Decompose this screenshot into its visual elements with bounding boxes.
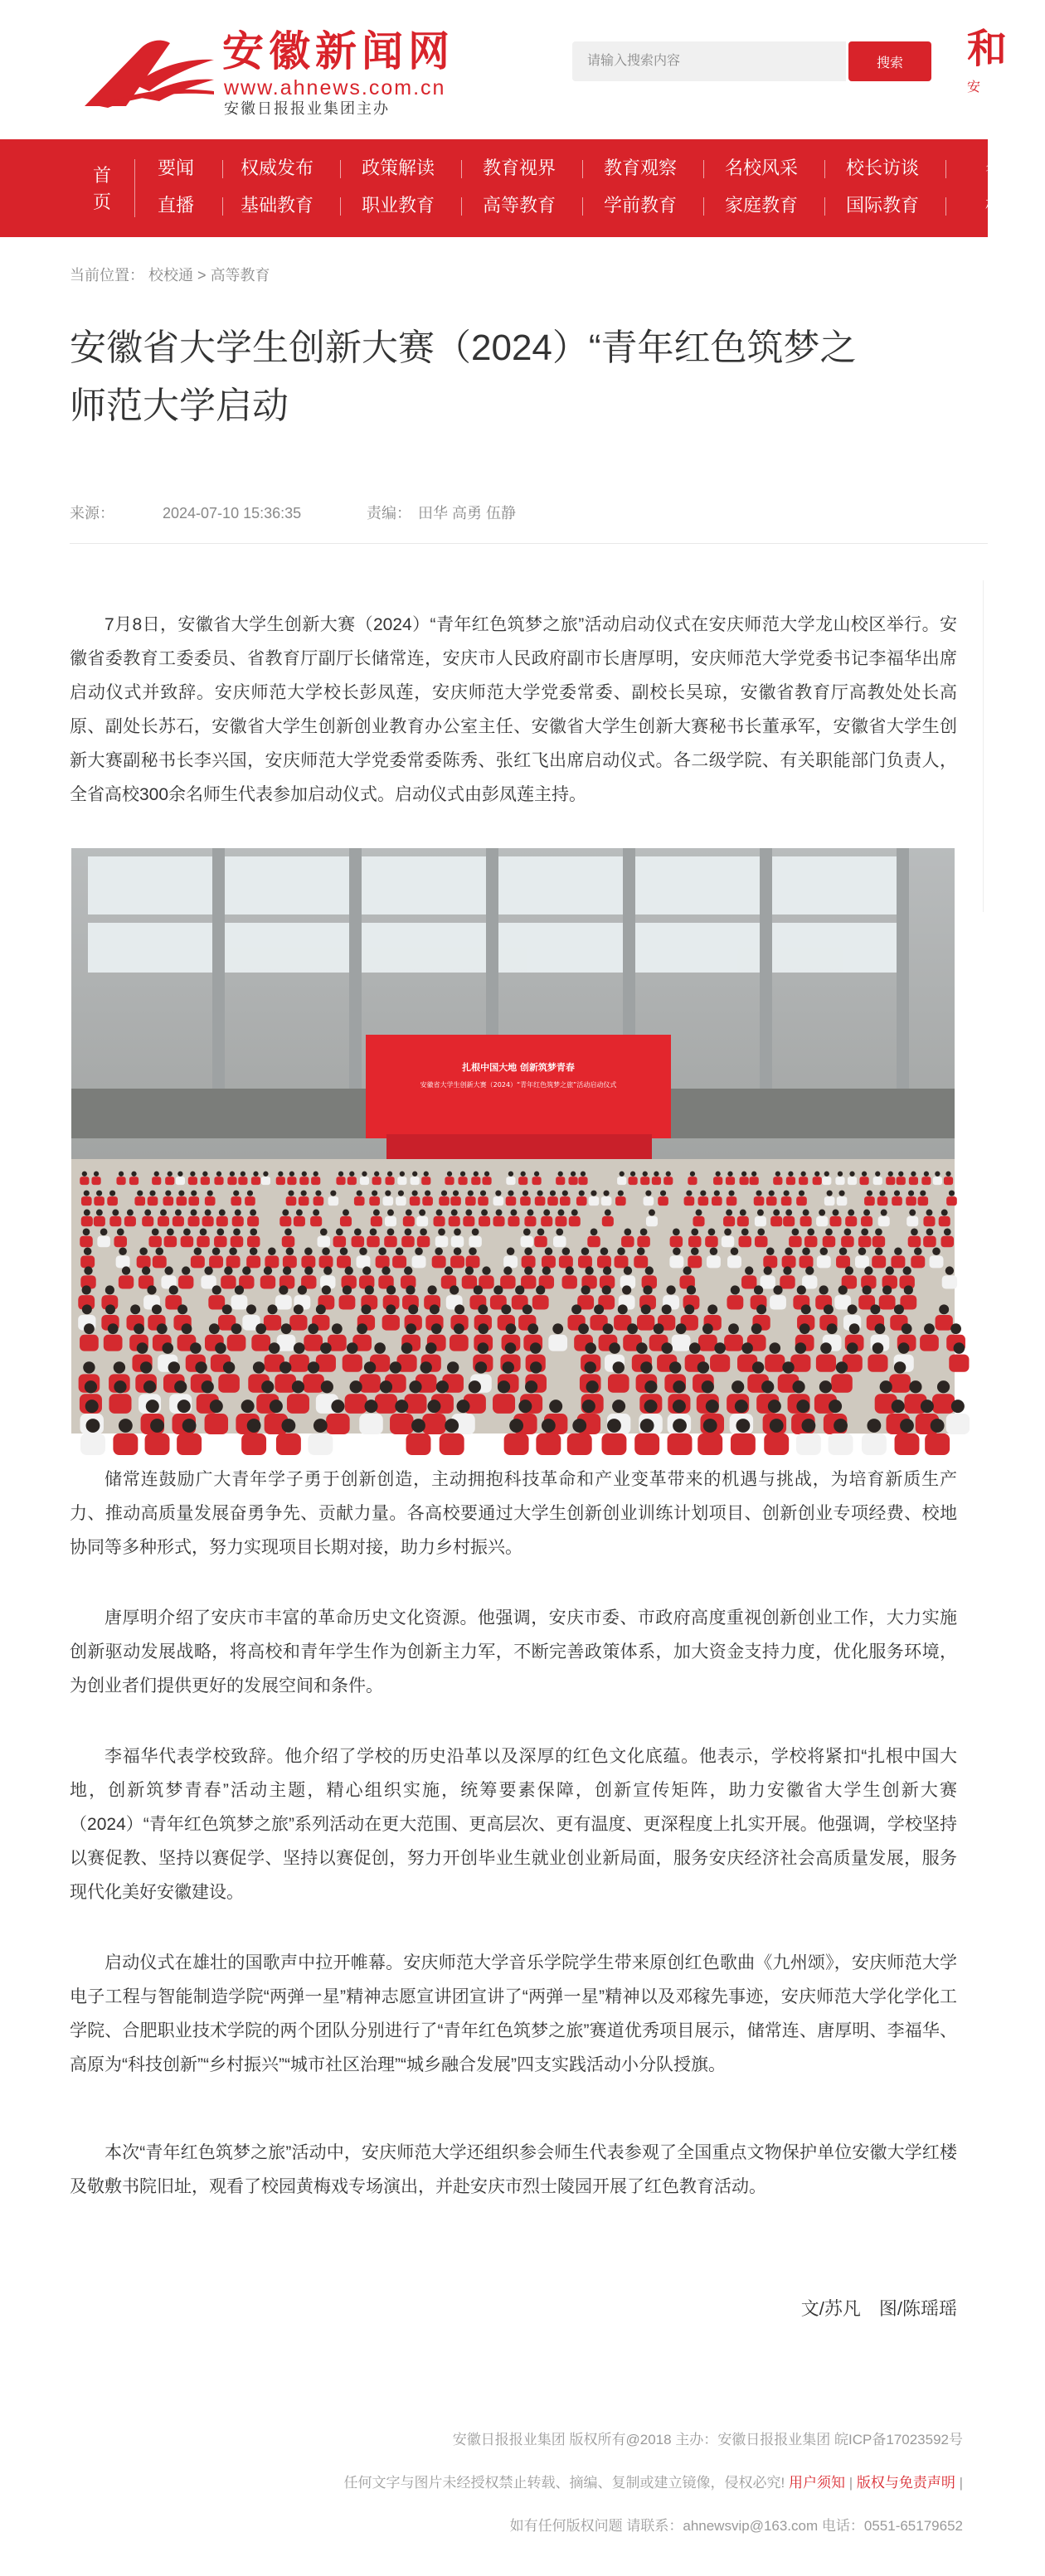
search-button[interactable]: 搜索 <box>848 41 931 81</box>
article-paragraph: 7月8日，安徽省大学生创新大赛（2024）“青年红色筑梦之旅”活动启动仪式在安庆师范大学龙山校区举行。安徽省委教育工委委员、省教育厅副厅长储常连，安庆市人民政府副市长唐厚明，安庆师范大学党委书记李福华出席启动仪式并致辞。安庆师范大学校长彭凤莲，安庆师范大学党委常委、副校长吴琼，安徽省教育厅高教处处长高原、副处长苏石，安徽省大学生创新创业教育办公室主任、安徽省大学生创新大赛秘书长董承军，安徽省大学生创新大赛副秘书长李兴国，安庆师范大学党委常委陈秀、张红飞出席启动仪式。各二级学院、有关职能部门负责人，全省高校300余名师生代表参加启动仪式。启动仪式由彭凤莲主持。 <box>70 615 957 804</box>
article-title-line-2: 师范大学启动 <box>70 386 289 426</box>
nav-item-interviews[interactable]: 校长访谈 <box>845 158 919 178</box>
nav-separator <box>340 197 341 216</box>
nav-item-teachers[interactable]: 名师 <box>984 158 1022 178</box>
nav-separator <box>582 197 583 216</box>
main-nav <box>0 139 1022 237</box>
nav-item-campus-sports[interactable]: 校体 <box>984 195 1022 216</box>
footer-notice <box>343 2473 963 2493</box>
breadcrumb-prefix: 当前位置： <box>70 267 144 284</box>
nav-item-intl-edu[interactable]: 国际教育 <box>845 195 919 216</box>
editor-label: 责编： <box>367 505 411 522</box>
footer-link-separator: | <box>848 2475 853 2491</box>
nav-item-observation[interactable]: 教育观察 <box>603 158 677 178</box>
footer-link-user-notice[interactable]: 用户须知 <box>788 2475 845 2491</box>
stage-banner-line-2: 安徽省大学生创新大赛（2024）“青年红色筑梦之旅”活动启动仪式 <box>420 1081 617 1089</box>
nav-separator <box>461 160 462 178</box>
nav-item-higher-edu[interactable]: 高等教育 <box>482 195 556 216</box>
logo-wing-icon <box>83 33 216 112</box>
footer-link-copyright[interactable]: 版权与免责声明 <box>856 2475 955 2491</box>
sidebar-edge <box>983 580 984 912</box>
nav-item-vision[interactable]: 教育视界 <box>482 158 556 178</box>
nav-item-preschool-edu[interactable]: 学前教育 <box>603 195 677 216</box>
editor-names: 田华 高勇 伍静 <box>418 505 517 522</box>
article-paragraph: 储常连鼓励广大青年学子勇于创新创造，主动拥抱科技革命和产业变革带来的机遇与挑战，为培育新质生产力、推动高质量发展奋勇争先、贡献力量。各高校要通过大学生创新创业训练计划项目、创新创业专项经费、校地协同等多种形式，努力实现项目长期对接，助力乡村振兴。 <box>70 1470 957 1557</box>
article-title-line-1: 安徽省大学生创新大赛（2024）“青年红色筑梦之 <box>70 327 857 368</box>
article-paragraph: 唐厚明介绍了安庆市丰富的革命历史文化资源。他强调，安庆市委、市政府高度重视创新创业工作，大力实施创新驱动发展战略，将高校和青年学生作为创新主力军，不断完善政策体系，加大资金支持力度，优化服务环境，为创业者们提供更好的发展空间和条件。 <box>70 1608 957 1696</box>
nav-separator <box>703 160 704 178</box>
nav-separator <box>340 160 341 178</box>
nav-separator <box>461 197 462 216</box>
breadcrumb-item-higher-edu[interactable]: 高等教育 <box>210 267 270 284</box>
article-paragraph: 本次“青年红色筑梦之旅”活动中，安庆师范大学还组织参会师生代表参观了全国重点文物保护单位安徽大学红楼及敬敷书院旧址，观看了校园黄梅戏专场演出，并赴安庆市烈士陵园开展了红色教育活动。 <box>70 2143 957 2196</box>
nav-item-news[interactable]: 要闻 <box>157 158 194 178</box>
footer-copyright: 安徽日报报业集团 版权所有@2018 主办：安徽日报报业集团 皖ICP备17023592号 <box>452 2432 963 2447</box>
nav-item-live[interactable]: 直播 <box>157 195 194 216</box>
logo-url: www.ahnews.com.cn <box>224 76 446 99</box>
ceremony-photo <box>71 848 955 1434</box>
nav-separator <box>703 197 704 216</box>
article-paragraph: 启动仪式在雄壮的国歌声中拉开帷幕。安庆师范大学音乐学院学生带来原创红色歌曲《九州颂》，安庆师范大学电子工程与智能制造学院“两弹一星”精神志愿宣讲团宣讲了“两弹一星”精神以及邓稼先事迹，安庆师范大学化学化工学院、合肥职业技术学院的两个团队分别进行了“青年红色筑梦之旅”赛道优秀项目展示，储常连、唐厚明、李福华、高原为“科技创新”“乡村振兴”“城市社区治理”“城乡融合发展”四支实践活动小分队授旗。 <box>70 1953 957 2074</box>
nav-item-schools[interactable]: 名校风采 <box>724 158 798 178</box>
logo-subtitle: 安徽日报报业集团主办 <box>224 100 390 117</box>
article-paragraph: 李福华代表学校致辞。他介绍了学校的历史沿革以及深厚的红色文化底蕴。他表示，学校将紧扣“扎根中国大地，创新筑梦青春”活动主题，精心组织实施，统筹要素保障，创新宣传矩阵，助力安徽省大学生创新大赛（2024）“青年红色筑梦之旅”系列活动在更大范围、更高层次、更有温度、更深程度上扎实开展。他强调，学校坚持以赛促教、坚持以赛促学、坚持以赛促创，努力开创毕业生就业创业新局面，服务安庆经济社会高质量发展，服务现代化美好安徽建设。 <box>70 1747 957 1902</box>
footer-link-separator: | <box>959 2475 963 2491</box>
logo-title: 安徽新闻网 <box>222 27 454 75</box>
nav-divider <box>134 159 135 217</box>
breadcrumb <box>70 265 270 285</box>
breadcrumb-separator: > <box>197 267 207 284</box>
nav-separator <box>945 160 946 178</box>
nav-separator <box>222 160 223 178</box>
nav-home[interactable]: 首页 <box>92 165 111 212</box>
nav-separator <box>222 197 223 216</box>
nav-separator <box>824 160 825 178</box>
nav-separator <box>945 197 946 216</box>
nav-item-official[interactable]: 权威发布 <box>240 158 314 178</box>
nav-item-family-edu[interactable]: 家庭教育 <box>724 195 798 216</box>
search-input[interactable] <box>572 41 846 81</box>
site-header <box>0 0 1008 139</box>
meta-divider <box>70 543 988 544</box>
footer-contact: 如有任何版权问题 请联系：ahnewsvip@163.com 电话：0551-65179652 <box>509 2518 963 2534</box>
edge-glyph-bottom: 安 <box>967 80 981 95</box>
nav-separator <box>582 160 583 178</box>
nav-item-policy[interactable]: 政策解读 <box>361 158 435 178</box>
publish-datetime: 2024-07-10 15:36:35 <box>163 505 302 522</box>
nav-separator <box>824 197 825 216</box>
article-credit: 文/苏凡 图/陈瑶瑶 <box>800 2298 957 2319</box>
edge-glyph-top: 和 <box>967 27 1008 71</box>
nav-item-basic-edu[interactable]: 基础教育 <box>240 195 314 216</box>
footer-notice-text: 任何文字与图片未经授权禁止转载、摘编、复制或建立镜像，侵权必究! <box>343 2475 785 2491</box>
edge-promo[interactable] <box>967 25 1008 99</box>
article-photo <box>71 848 955 1434</box>
breadcrumb-item-school[interactable]: 校校通 <box>148 267 194 284</box>
nav-item-vocational-edu[interactable]: 职业教育 <box>361 195 435 216</box>
search-bar <box>572 41 937 81</box>
article-title <box>70 319 988 435</box>
source-label: 来源： <box>70 505 114 522</box>
stage-banner-line-1: 扎根中国大地 创新筑梦青春 <box>462 1062 575 1073</box>
site-logo[interactable] <box>83 25 456 116</box>
